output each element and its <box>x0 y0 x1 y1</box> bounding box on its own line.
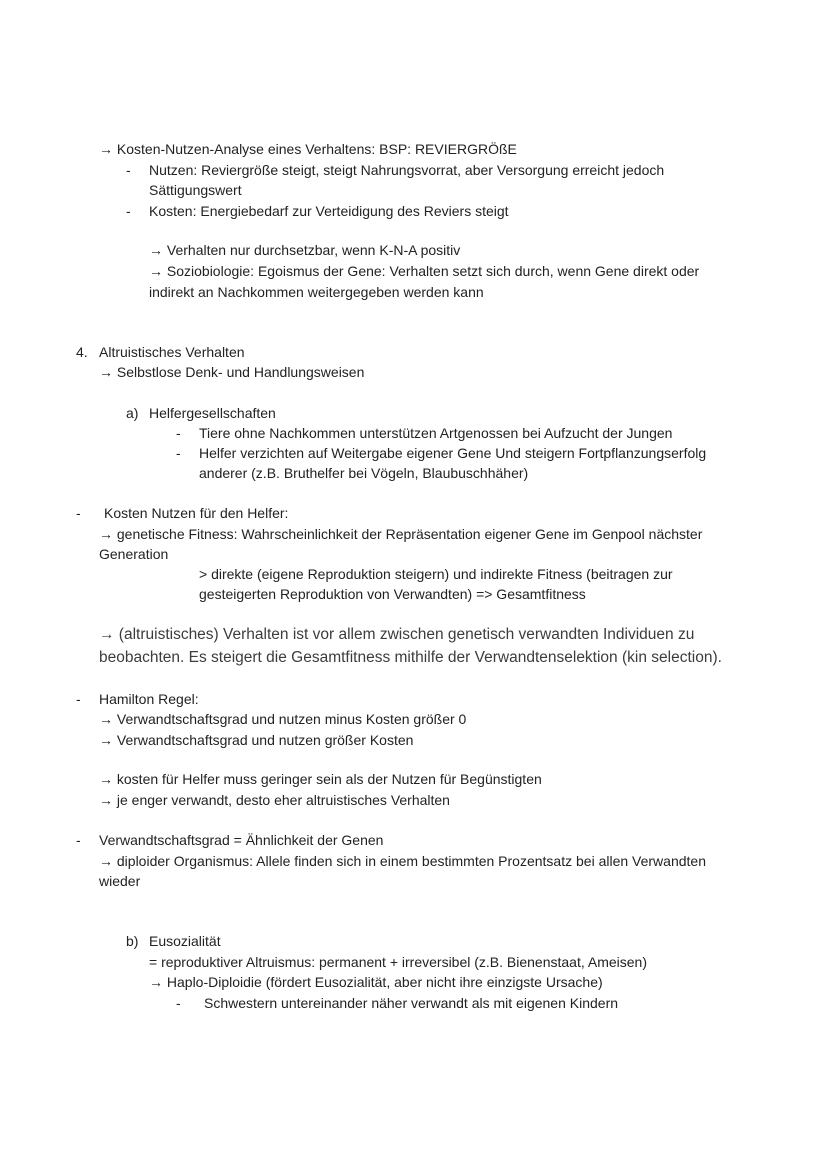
eusocial-line-2: → Haplo-Diploidie (fördert Eusozialität, aber nicht ihre einzigste Ursache) <box>149 974 603 990</box>
kna-nutzen-line-2: Sättigungswert <box>149 182 242 198</box>
costs-line-2: Generation <box>99 546 169 562</box>
kinship-title: Verwandtschaftsgrad = Ähnlichkeit der Genen <box>99 832 384 848</box>
costs-line-1: → genetische Fitness: Wahrscheinlichkeit der Repräsentation eigener Gene im Genpool nächster <box>99 526 703 542</box>
dash-marker: - <box>176 445 181 461</box>
kna-nutzen-line-1: Nutzen: Reviergröße steigt, steigt Nahrungsvorrat, aber Versorgung erreicht jedoch <box>149 162 665 178</box>
costs-summary-2: beobachten. Es steigert die Gesamtfitness mithilfe der Verwandtenselektion (kin selection). <box>99 649 722 666</box>
dash-marker: - <box>76 691 81 707</box>
dash-marker: - <box>126 203 131 219</box>
hamilton-line-3: → kosten für Helfer muss geringer sein als der Nutzen für Begünstigten <box>99 771 542 787</box>
kinship-line-2: wieder <box>99 873 141 889</box>
dash-marker: - <box>76 505 81 521</box>
helfer-item-1: Tiere ohne Nachkommen unterstützen Artgenossen bei Aufzucht der Jungen <box>199 425 673 441</box>
costs-sub-2: gesteigerten Reproduktion von Verwandten) => Gesamtfitness <box>199 586 586 602</box>
kna-note-1: → Verhalten nur durchsetzbar, wenn K-N-A positiv <box>149 242 461 258</box>
hamilton-line-2: → Verwandtschaftsgrad und nutzen größer Kosten <box>99 732 414 748</box>
costs-sub-1: > direkte (eigene Reproduktion steigern) und indirekte Fitness (beitragen zur <box>199 566 673 582</box>
subsection-label-b: b) <box>126 933 139 949</box>
subsection-label-a: a) <box>126 405 139 421</box>
costs-summary-1: → (altruistisches) Verhalten ist vor allem zwischen genetisch verwandten Individuen zu <box>99 626 695 643</box>
altruism-title: Altruistisches Verhalten <box>99 344 245 360</box>
dash-marker: - <box>126 162 131 178</box>
dash-marker: - <box>176 995 181 1011</box>
dash-marker: - <box>76 832 81 848</box>
hamilton-line-1: → Verwandtschaftsgrad und nutzen minus Kosten größer 0 <box>99 711 467 727</box>
kna-kosten-line: Kosten: Energiebedarf zur Verteidigung des Reviers steigt <box>149 203 509 219</box>
helfer-item-2b: anderer (z.B. Bruthelfer bei Vögeln, Blaubuschhäher) <box>199 465 529 481</box>
eusocial-title: Eusozialität <box>149 933 221 949</box>
helfer-title: Helfergesellschaften <box>149 405 276 421</box>
hamilton-line-4: → je enger verwandt, desto eher altruistisches Verhalten <box>99 792 450 808</box>
kinship-line-1: → diploider Organismus: Allele finden sich in einem bestimmten Prozentsatz bei allen Verwandten <box>99 853 706 869</box>
hamilton-title: Hamilton Regel: <box>99 691 199 707</box>
helfer-item-2a: Helfer verzichten auf Weitergabe eigener Gene Und steigern Fortpflanzungserfolg <box>199 445 707 461</box>
altruism-subtitle: → Selbstlose Denk- und Handlungsweisen <box>99 364 365 380</box>
kna-heading: → Kosten-Nutzen-Analyse eines Verhaltens: BSP: REVIERGRÖßE <box>99 141 517 157</box>
dash-marker: - <box>176 425 181 441</box>
eusocial-line-3: Schwestern untereinander näher verwandt als mit eigenen Kindern <box>204 995 619 1011</box>
costs-title: Kosten Nutzen für den Helfer: <box>104 505 289 521</box>
section-number: 4. <box>76 344 88 360</box>
kna-note-2a: → Soziobiologie: Egoismus der Gene: Verhalten setzt sich durch, wenn Gene direkt oder <box>149 263 700 279</box>
eusocial-line-1: = reproduktiver Altruismus: permanent + irreversibel (z.B. Bienenstaat, Ameisen) <box>149 954 647 970</box>
kna-note-2b: indirekt an Nachkommen weitergegeben werden kann <box>149 284 484 300</box>
